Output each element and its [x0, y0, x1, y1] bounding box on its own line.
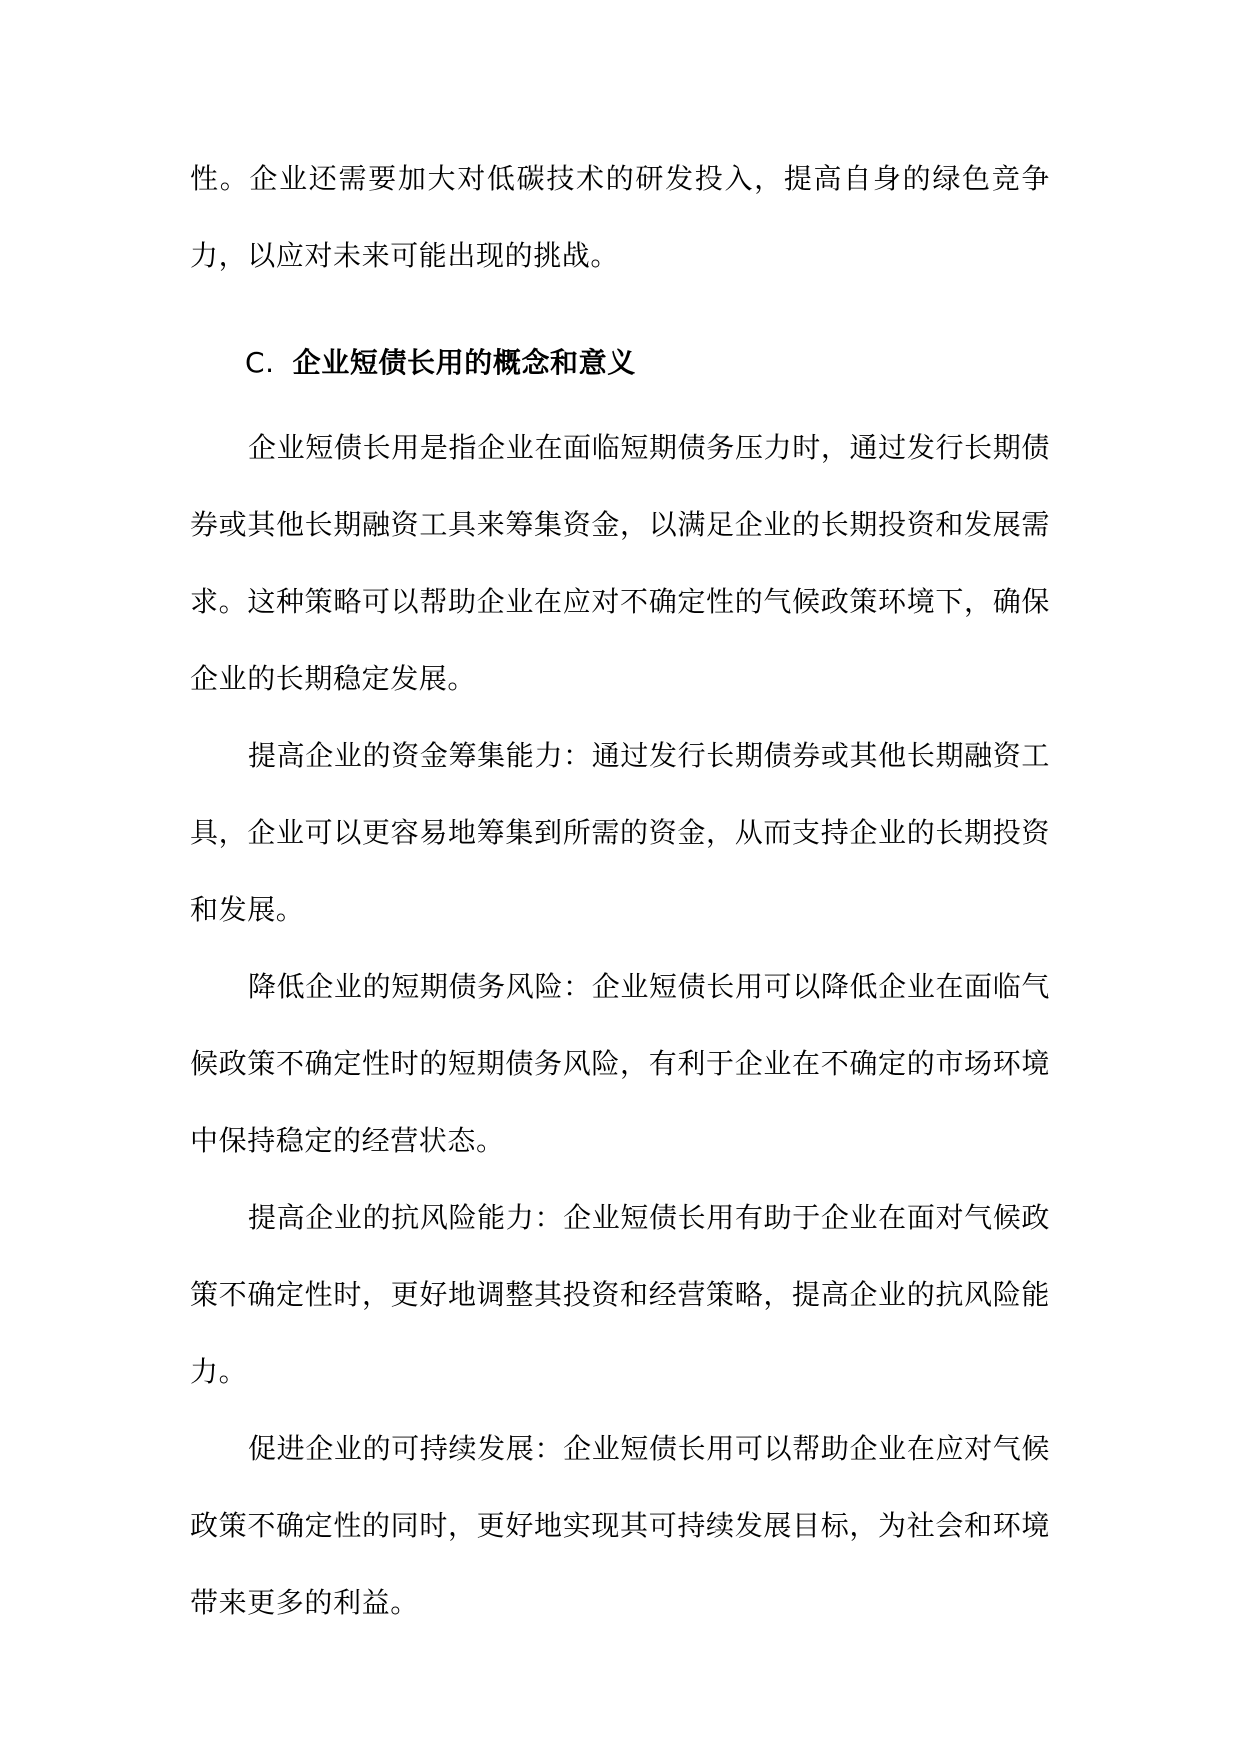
- paragraph-definition: 企业短债长用是指企业在面临短期债务压力时，通过发行长期债券或其他长期融资工具来筹集资金，以满足企业的长期投资和发展需求。这种策略可以帮助企业在应对不确定性的气候政策环境下，确保企业的长期稳定发展。: [190, 431, 1050, 695]
- continued-paragraph: 性。企业还需要加大对低碳技术的研发投入，提高自身的绿色竞争力，以应对未来可能出现的挑战。: [190, 162, 1050, 272]
- section-title: 企业短债长用的概念和意义: [292, 346, 636, 379]
- paragraph-financing-ability: 提高企业的资金筹集能力：通过发行长期债券或其他长期融资工具，企业可以更容易地筹集到所需的资金，从而支持企业的长期投资和发展。: [190, 739, 1050, 926]
- paragraph-short-term-risk: 降低企业的短期债务风险：企业短债长用可以降低企业在面临气候政策不确定性时的短期债务风险，有利于企业在不确定的市场环境中保持稳定的经营状态。: [190, 970, 1050, 1157]
- section-label: C.: [245, 346, 275, 379]
- section-heading: [190, 317, 1050, 409]
- paragraph-sustainable-development: 促进企业的可持续发展：企业短债长用可以帮助企业在应对气候政策不确定性的同时，更好地实现其可持续发展目标，为社会和环境带来更多的利益。: [190, 1432, 1050, 1619]
- paragraph-risk-resistance: 提高企业的抗风险能力：企业短债长用有助于企业在面对气候政策不确定性时，更好地调整其投资和经营策略，提高企业的抗风险能力。: [190, 1201, 1050, 1388]
- document-body: [190, 140, 1050, 1641]
